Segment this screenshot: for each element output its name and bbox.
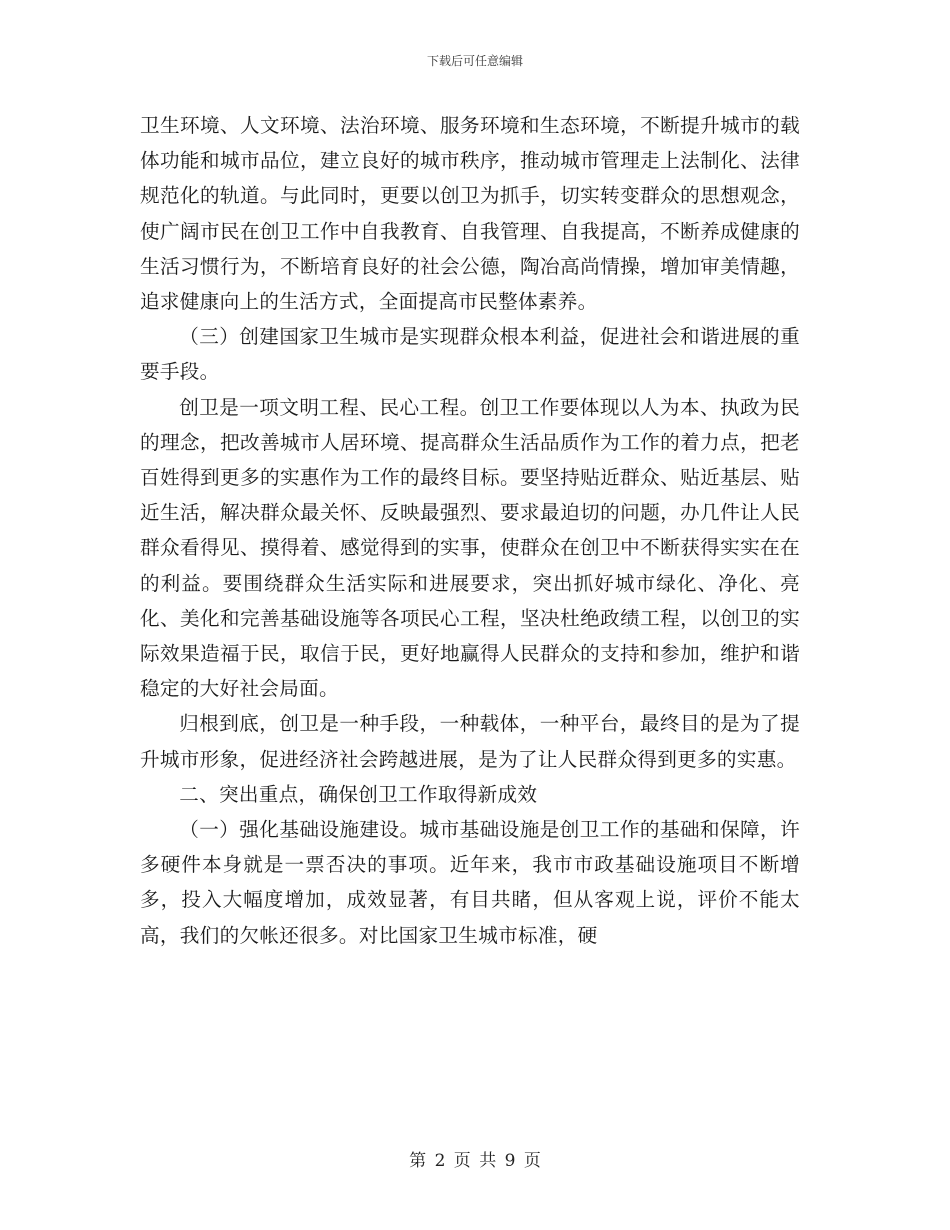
paragraph-infrastructure: （一）强化基础设施建设。城市基础设施是创卫工作的基础和保障，许多硬件本身就是一票否决的事项。近年来，我市市政基础设施项目不断增多，投入大幅度增加，成效显著，有目共睹，但从客观上说，评价不能太高，我们的欠帐还很多。对比国家卫生城市标准，硬 [140,818,800,947]
paragraph-environment: 卫生环境、人文环境、法治环境、服务环境和生态环境，不断提升城市的载体功能和城市品位，建立良好的城市秩序，推动城市管理走上法制化、法律规范化的轨道。与此同时，更要以创卫为抓手，切实转变群众的思想观念，使广阔市民在创卫工作中自我教育、自我管理、自我提高，不断养成健康的生活习惯行为，不断培育良好的社会公德，陶冶高尚情操，增加审美情趣，追求健康向上的生活方式，全面提高市民整体素养。 [140,114,800,314]
page-number: 第 2 页 共 9 页 [409,1151,541,1171]
page-header-note: 下载后可任意编辑 [426,54,523,68]
paragraph-conclusion: 归根到底，创卫是一种手段，一种载体，一种平台，最终目的是为了提升城市形象，促进经济社会跨越进展，是为了让人民群众得到更多的实惠。 [140,712,800,771]
document-body [140,108,800,953]
section-two-heading: 二、突出重点，确保创卫工作取得新成效 [179,782,538,806]
paragraph-civilization-project: 创卫是一项文明工程、民心工程。创卫工作要体现以人为本、执政为民的理念，把改善城市人居环境、提高群众生活品质作为工作的着力点，把老百姓得到更多的实惠作为工作的最终目标。要坚持贴近群众、贴近基层、贴近生活，解决群众最关怀、反映最强烈、要求最迫切的问题，办几件让人民群众看得见、摸得着、感觉得到的实事，使群众在创卫中不断获得实实在在的利益。要围绕群众生活实际和进展要求，突出抓好城市绿化、净化、亮化、美化和完善基础设施等各项民心工程，坚决杜绝政绩工程，以创卫的实际效果造福于民，取信于民，更好地赢得人民群众的支持和参加，维护和谐稳定的大好社会局面。 [140,395,800,701]
paragraph-section-three-heading: （三）创建国家卫生城市是实现群众根本利益，促进社会和谐进展的重要手段。 [140,325,800,384]
